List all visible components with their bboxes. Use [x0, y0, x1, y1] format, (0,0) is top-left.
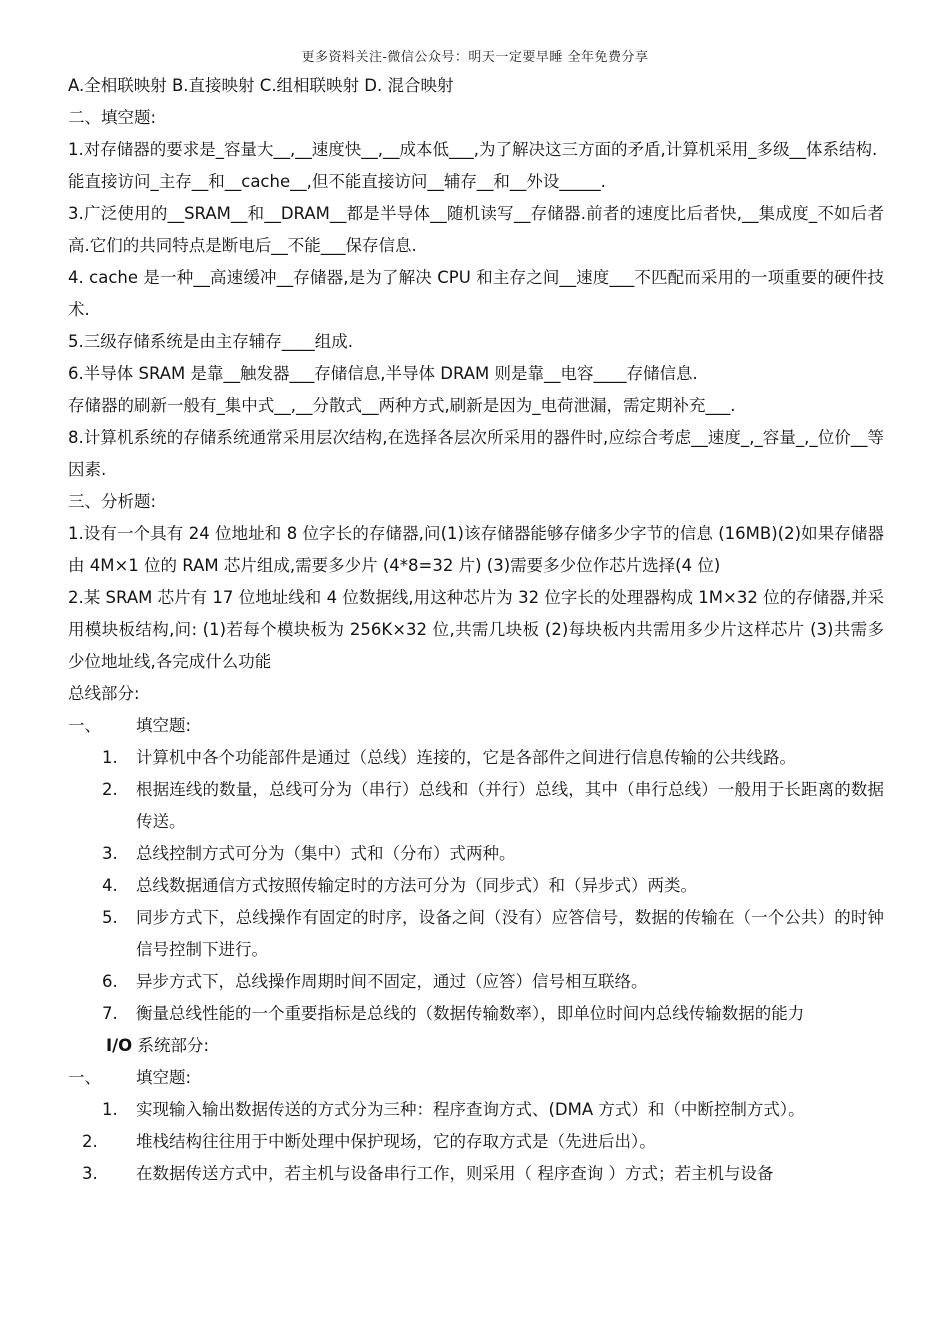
fill-question-6: 6.半导体 SRAM 是靠__触发器___存储信息,半导体 DRAM 则是靠__电容____存储信息.: [68, 364, 698, 383]
bus-item-number: 7.: [102, 1004, 118, 1023]
bus-item: [68, 902, 884, 966]
bus-item: [68, 774, 884, 838]
io-item: [68, 1158, 884, 1190]
bus-item-number: 1.: [102, 748, 118, 767]
bus-item-text: 计算机中各个功能部件是通过（总线）连接的，它是各部件之间进行信息传输的公共线路。: [136, 748, 796, 767]
fill-question-5: 5.三级存储系统是由主存辅存____组成.: [68, 332, 353, 351]
bus-item: [68, 966, 884, 998]
bus-item-text: 根据连线的数量，总线可分为（串行）总线和（并行）总线，其中（串行总线）一般用于长距离的数据传送。: [136, 780, 884, 831]
bus-item: [68, 998, 884, 1030]
io-subsection-label: 填空题:: [136, 1068, 192, 1087]
bus-item: [68, 742, 884, 774]
io-item-text: 在数据传送方式中，若主机与设备串行工作，则采用（ 程序查询 ）方式；若主机与设备: [136, 1164, 774, 1183]
io-item-text: 堆栈结构往往用于中断处理中保护现场，它的存取方式是（先进后出）。: [136, 1132, 656, 1151]
section-3-title: 三、分析题:: [68, 492, 157, 511]
fill-question-3: 3.广泛使用的__SRAM__和__DRAM__都是半导体__随机读写__存储器.前者的速度比后者快,__集成度_不如后者高.它们的共同特点是断电后__不能___保存信息.: [68, 204, 884, 255]
bus-item-number: 2.: [102, 780, 118, 799]
analysis-question-1: 1.设有一个具有 24 位地址和 8 位字长的存储器,问(1)该存储器能够存储多少字节的信息 (16MB)(2)如果存储器由 4M×1 位的 RAM 芯片组成,需要多少片 (4*8=32 片) (3)需要多少位作芯片选择(4 位): [68, 524, 884, 575]
bus-item-text: 同步方式下，总线操作有固定的时序，设备之间（没有）应答信号，数据的传输在（一个公共）的时钟信号控制下进行。: [136, 908, 884, 959]
io-title-bold: I/O: [106, 1036, 133, 1055]
io-item-text: 实现输入输出数据传送的方式分为三种：程序查询方式、(DMA 方式）和（中断控制方式）。: [136, 1100, 805, 1119]
bus-section-title: 总线部分:: [68, 684, 140, 703]
io-title-rest: 系统部分:: [132, 1036, 210, 1055]
bus-item-number: 3.: [102, 844, 118, 863]
analysis-question-2: 2.某 SRAM 芯片有 17 位地址线和 4 位数据线,用这种芯片为 32 位字长的处理器构成 1M×32 位的存储器,并采用模块板结构,问: (1)若每个模块板为 256K×32 位,共需几块板 (2)每块板内共需用多少片这样芯片 (3)共需多少位地址线,各完成什么功能: [68, 588, 884, 671]
bus-subsection-title: [68, 710, 884, 742]
fill-question-1: 1.对存储器的要求是_容量大__,__速度快__,__成本低___,为了解决这三方面的矛盾,计算机采用_多级__体系结构.: [68, 140, 878, 159]
fill-question-2: 能直接访问_主存__和__cache__,但不能直接访问__辅存__和__外设_____.: [68, 172, 606, 191]
bus-item-number: 4.: [102, 876, 118, 895]
bus-item-number: 5.: [102, 908, 118, 927]
io-item-number: 2.: [82, 1132, 98, 1151]
bus-item-text: 异步方式下，总线操作周期时间不固定，通过（应答）信号相互联络。: [136, 972, 648, 991]
bus-subsection-index: 一、: [68, 716, 101, 735]
bus-item-text: 总线数据通信方式按照传输定时的方法可分为（同步式）和（异步式）两类。: [136, 876, 697, 895]
io-section-title: [68, 1030, 884, 1062]
bus-item: [68, 838, 884, 870]
io-subsection-title: [68, 1062, 884, 1094]
io-subsection-index: 一、: [68, 1068, 101, 1087]
fill-question-4: 4. cache 是一种__高速缓冲__存储器,是为了解决 CPU 和主存之间__速度___不匹配而采用的一项重要的硬件技术.: [68, 268, 884, 319]
options-line: A.全相联映射 B.直接映射 C.组相联映射 D. 混合映射: [68, 76, 454, 95]
document-body: [68, 70, 884, 1190]
io-item-number: 3.: [82, 1164, 98, 1183]
io-item: [68, 1094, 884, 1126]
bus-subsection-label: 填空题:: [136, 716, 192, 735]
page-header: 更多资料关注-微信公众号：明天一定要早睡 全年免费分享: [301, 50, 649, 65]
bus-item: [68, 870, 884, 902]
bus-item-text: 总线控制方式可分为（集中）式和（分布）式两种。: [136, 844, 516, 863]
bus-item-text: 衡量总线性能的一个重要指标是总线的（数据传输数率），即单位时间内总线传输数据的能力: [136, 1004, 805, 1023]
bus-item-number: 6.: [102, 972, 118, 991]
fill-question-7: 存储器的刷新一般有_集中式__,__分散式__两种方式,刷新是因为_电荷泄漏，需定期补充___.: [68, 396, 736, 415]
section-2-title: 二、填空题:: [68, 108, 157, 127]
fill-question-8: 8.计算机系统的存储系统通常采用层次结构,在选择各层次所采用的器件时,应综合考虑__速度_,_容量_,_位价__等因素.: [68, 428, 884, 479]
io-item-number: 1.: [102, 1100, 118, 1119]
io-item: [68, 1126, 884, 1158]
